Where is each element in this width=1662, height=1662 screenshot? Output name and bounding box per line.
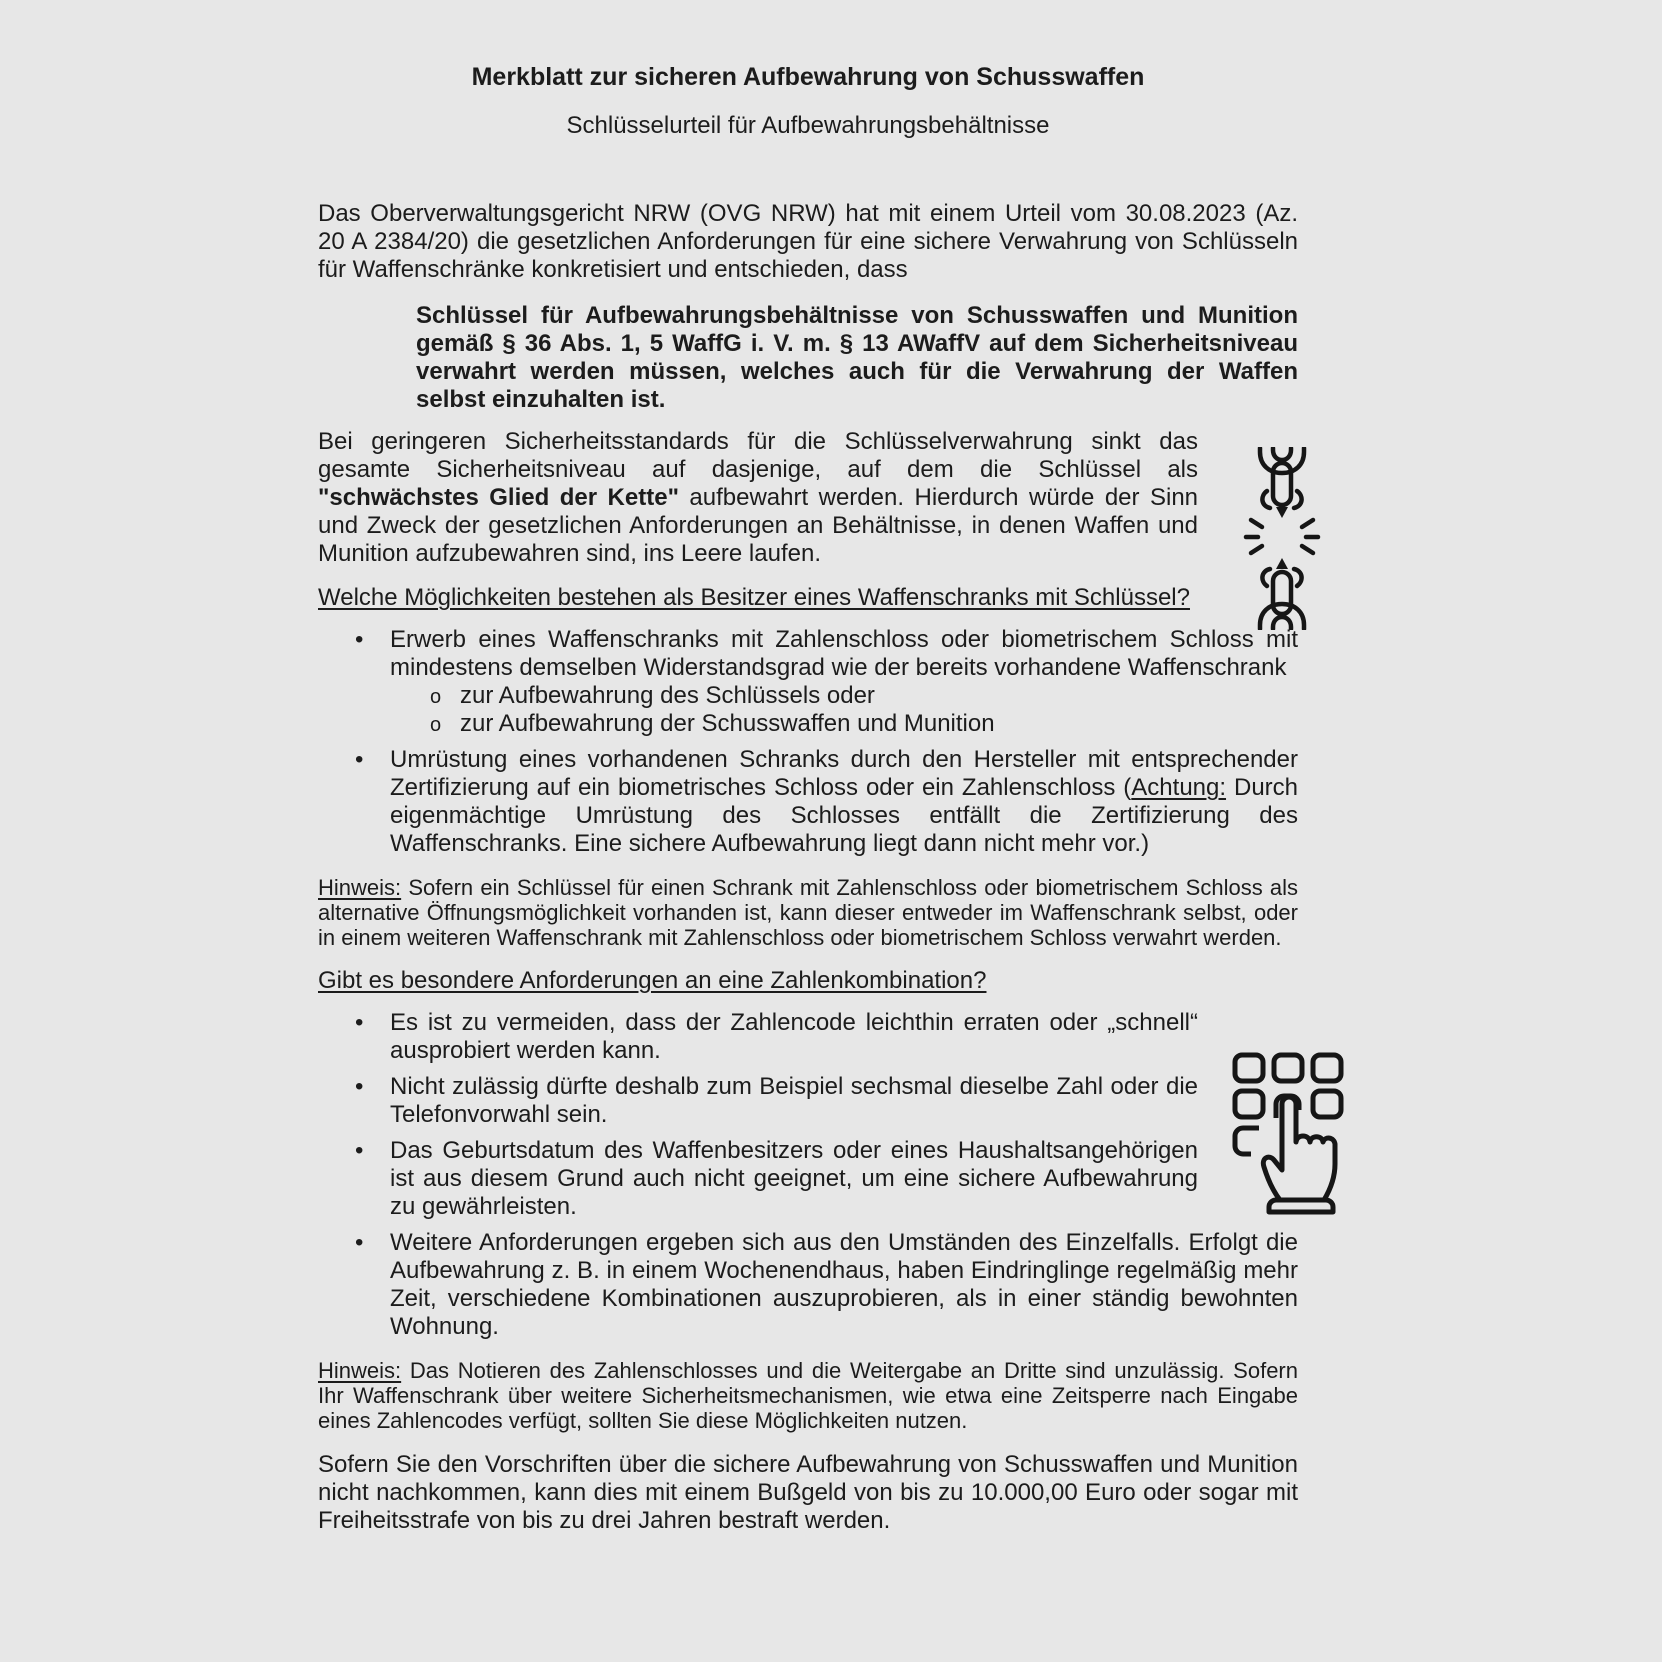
list-item bbox=[318, 1009, 1298, 1065]
bullet-marker: • bbox=[355, 1229, 364, 1256]
section2-list bbox=[318, 1009, 1298, 1341]
bullet-marker: • bbox=[355, 1137, 364, 1164]
keypad-tap-icon bbox=[1232, 1052, 1345, 1215]
list-item-text: Das Geburtsdatum des Waffenbesitzers oder eines Haushaltsangehörigen ist aus diesem Grund auch nicht geeignet, um eine sichere Aufbewahrung zu gewährleisten. bbox=[390, 1137, 1198, 1220]
document-subtitle: Schlüsselurteil für Aufbewahrungsbehältnisse bbox=[566, 112, 1050, 139]
closing-paragraph: Sofern Sie den Vorschriften über die sichere Aufbewahrung von Schusswaffen und Munition nicht nachkommen, kann dies mit einem Bußgeld von bis zu 10.000,00 Euro oder sogar mit Freiheitsstrafe von bis zu drei Jahren bestraft werden. bbox=[318, 1451, 1298, 1534]
list-item bbox=[318, 1229, 1298, 1341]
list-item-text: Umrüstung eines vorhandenen Schranks durch den Hersteller mit entsprechender Zertifizierung auf ein biometrisches Schloss oder ein Zahlenschloss (Achtung: Durch eigenmächtige Umrüstung des Schlosses entfällt die Zertifizierung des Waffenschranks. Eine sichere Aufbewahrung liegt dann nicht mehr vor.) bbox=[390, 746, 1299, 857]
section1-list bbox=[318, 626, 1298, 858]
list-item-text: Nicht zulässig dürfte deshalb zum Beispiel sechsmal dieselbe Zahl oder die Telefonvorwahl sein. bbox=[390, 1073, 1198, 1128]
chain-paragraph bbox=[318, 428, 1298, 568]
list-item bbox=[318, 1137, 1298, 1221]
document-title: Merkblatt zur sicheren Aufbewahrung von Schusswaffen bbox=[471, 63, 1145, 91]
sub-list-item-text: zur Aufbewahrung der Schusswaffen und Munition bbox=[460, 710, 995, 737]
section1-heading: Welche Möglichkeiten bestehen als Besitzer eines Waffenschranks mit Schlüssel? bbox=[318, 584, 1190, 611]
sub-list-item bbox=[318, 682, 1298, 710]
list-item bbox=[318, 1073, 1298, 1129]
sub-list-item bbox=[318, 710, 1298, 738]
section2-heading: Gibt es besondere Anforderungen an eine Zahlenkombination? bbox=[318, 967, 987, 994]
list-item-text: Erwerb eines Waffenschranks mit Zahlenschloss oder biometrischem Schloss mit mindestens demselben Widerstandsgrad wie der bereits vorhandene Waffenschrank bbox=[390, 626, 1298, 681]
chain-paragraph-text-end: aufbewahrt werden. Hierdurch würde der Sinn und Zweck der gesetzlichen Anforderungen an Behältnisse, in denen Waffen und Munition aufzubewahren sind, ins Leere laufen. bbox=[318, 484, 1199, 567]
sub-bullet-marker: o bbox=[430, 686, 442, 708]
hint2-paragraph bbox=[318, 1358, 1298, 1433]
hint-label: Hinweis: bbox=[318, 875, 402, 900]
list-item-text: Weitere Anforderungen ergeben sich aus den Umständen des Einzelfalls. Erfolgt die Aufbewahrung z. B. in einem Wochenendhaus, haben Eindringlinge regelmäßig mehr Zeit, verschiedene Kombinationen auszuprobieren, als in einer ständig bewohnten Wohnung. bbox=[390, 1229, 1298, 1340]
intro-paragraph: Das Oberverwaltungsgericht NRW (OVG NRW) hat mit einem Urteil vom 30.08.2023 (Az. 20 A 2384/20) die gesetzlichen Anforderungen für eine sichere Verwahrung von Schlüsseln für Waffenschränke konkretisiert und entschieden, dass bbox=[318, 200, 1298, 283]
bullet-marker: • bbox=[355, 626, 364, 653]
achtung-label: Achtung: bbox=[1131, 774, 1227, 801]
sub-bullet-marker: o bbox=[430, 714, 442, 736]
chain-paragraph-text: Bei geringeren Sicherheitsstandards für die Schlüsselverwahrung sinkt das gesamte Sicherheitsniveau auf dasjenige, auf dem die Schlüssel als bbox=[318, 428, 1198, 483]
weakest-link-bold-text: "schwächstes Glied der Kette" bbox=[318, 484, 679, 511]
hint-text: Sofern ein Schlüssel für einen Schrank mit Zahlenschloss oder biometrischem Schloss als alternative Öffnungsmöglichkeit vorhanden ist, kann dieser entweder im Waffenschrank selbst, oder in einem weiteren Waffenschrank mit Zahlenschloss oder biometrischem Schloss verwahrt werden. bbox=[318, 875, 1298, 950]
broken-chain-icon bbox=[1242, 447, 1322, 630]
verdict-paragraph: Schlüssel für Aufbewahrungsbehältnisse von Schusswaffen und Munition gemäß § 36 Abs. 1, 5 WaffG i. V. m. § 13 AWaffV auf dem Sicherheitsniveau verwahrt werden müssen, welches auch für die Verwahrung der Waffen selbst einzuhalten ist. bbox=[416, 302, 1298, 413]
list-item-text: Es ist zu vermeiden, dass der Zahlencode leichthin erraten oder „schnell“ ausprobiert werden kann. bbox=[390, 1009, 1198, 1064]
bullet-marker: • bbox=[355, 1073, 364, 1100]
document-page bbox=[318, 0, 1298, 1535]
bullet-marker: • bbox=[355, 746, 364, 773]
hint-label: Hinweis: bbox=[318, 1358, 402, 1383]
hint-text: Das Notieren des Zahlenschlosses und die Weitergabe an Dritte sind unzulässig. Sofern Ihr Waffenschrank über weitere Sicherheitsmechanismen, wie etwa eine Zeitsperre nach Eingabe eines Zahlencodes verfügt, sollten Sie diese Möglichkeiten nutzen. bbox=[318, 1358, 1298, 1433]
list-item bbox=[318, 626, 1298, 682]
hint1-paragraph bbox=[318, 875, 1298, 950]
list-item bbox=[318, 746, 1298, 858]
sub-list-item-text: zur Aufbewahrung des Schlüssels oder bbox=[460, 682, 875, 709]
bullet-marker: • bbox=[355, 1009, 364, 1036]
